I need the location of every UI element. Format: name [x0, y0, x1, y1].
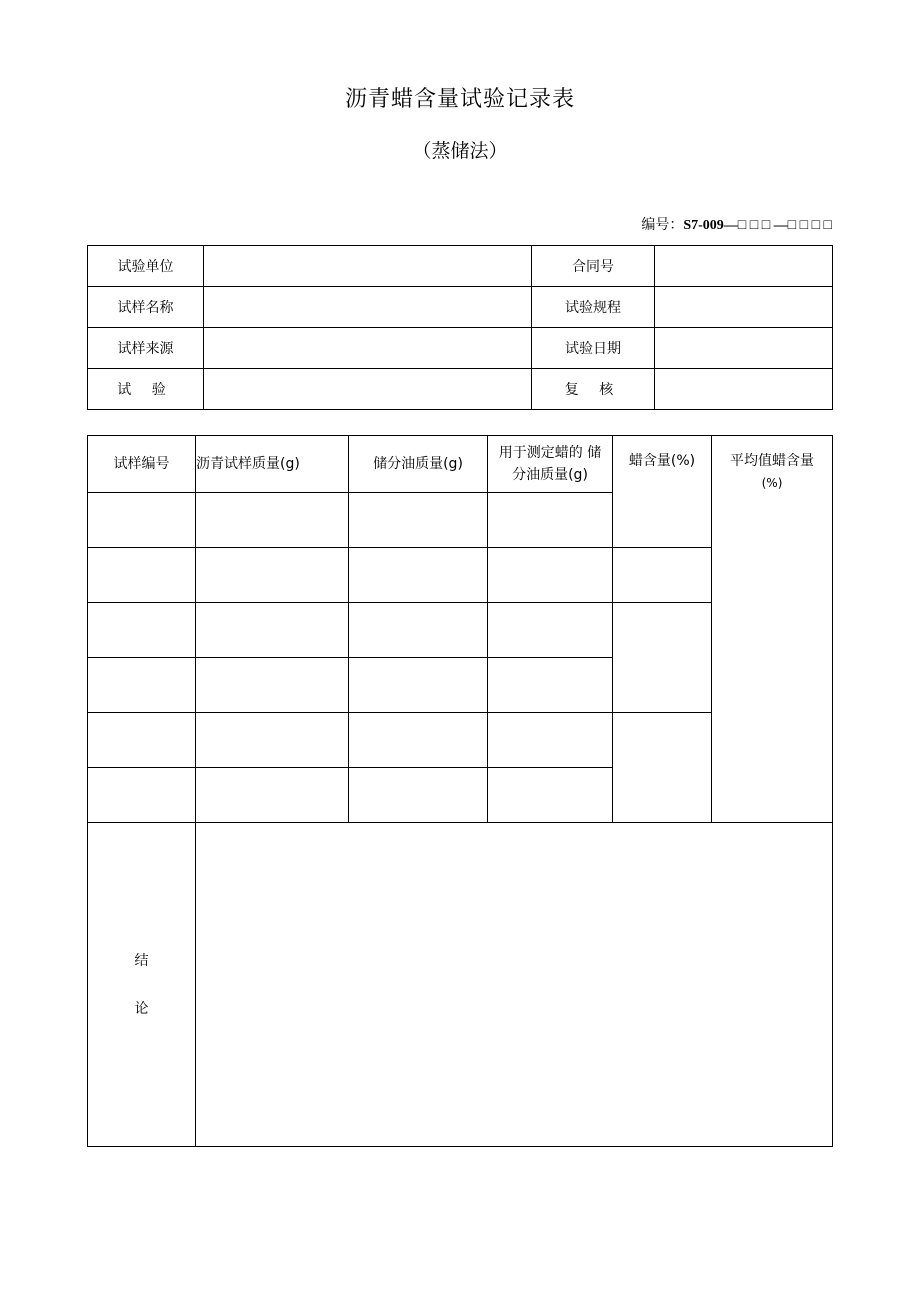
info-value-field[interactable]	[204, 287, 532, 328]
wax-content-field[interactable]	[613, 603, 712, 713]
info-value-field[interactable]	[204, 246, 532, 287]
distillate-for-wax-field[interactable]	[488, 548, 613, 603]
distillate-mass-field[interactable]	[349, 548, 488, 603]
header-avg-wax-content-line1: 平均值蜡含量	[730, 453, 814, 469]
asphalt-mass-field[interactable]	[196, 658, 349, 713]
sample-no-field[interactable]	[88, 493, 196, 548]
info-value-field[interactable]	[204, 369, 532, 410]
asphalt-mass-field[interactable]	[196, 603, 349, 658]
sample-no-field[interactable]	[88, 658, 196, 713]
sample-no-field[interactable]	[88, 713, 196, 768]
info-row	[88, 287, 833, 328]
distillate-for-wax-field[interactable]	[488, 493, 613, 548]
sample-no-field[interactable]	[88, 768, 196, 823]
info-table	[87, 245, 833, 410]
code-value: S7-009—□ □ □ —□ □ □ □	[683, 218, 832, 233]
header-sample-no: 试样编号	[88, 436, 196, 493]
info-label: 试验规程	[532, 287, 655, 328]
distillate-for-wax-field[interactable]	[488, 768, 613, 823]
info-label: 试验单位	[88, 246, 204, 287]
data-table	[87, 435, 833, 1147]
header-avg-wax-content	[712, 436, 833, 823]
wax-content-field[interactable]	[613, 548, 712, 603]
conclusion-label-line1: 结	[134, 952, 149, 969]
conclusion-label	[88, 823, 196, 1147]
asphalt-mass-field[interactable]	[196, 768, 349, 823]
info-label: 复 核	[532, 369, 655, 410]
distillate-mass-field[interactable]	[349, 713, 488, 768]
code-label: 编号：	[641, 217, 684, 233]
info-row	[88, 328, 833, 369]
header-distillate-for-wax	[488, 436, 613, 493]
distillate-mass-field[interactable]	[349, 768, 488, 823]
info-value-field[interactable]	[655, 328, 833, 369]
info-label: 试样名称	[88, 287, 204, 328]
info-row	[88, 246, 833, 287]
document-subtitle: （蒸储法）	[412, 140, 508, 162]
info-value-field[interactable]	[204, 328, 532, 369]
conclusion-label-line2: 论	[134, 1000, 149, 1017]
info-label: 试样来源	[88, 328, 204, 369]
document-code	[641, 214, 832, 234]
asphalt-mass-field[interactable]	[196, 713, 349, 768]
header-asphalt-mass: 沥青试样质量(g)	[196, 436, 349, 493]
info-label: 试验日期	[532, 328, 655, 369]
wax-content-field[interactable]	[613, 713, 712, 823]
document-title: 沥青蜡含量试验记录表	[344, 87, 575, 112]
info-label: 合同号	[532, 246, 655, 287]
conclusion-row	[88, 823, 833, 1147]
distillate-mass-field[interactable]	[349, 493, 488, 548]
info-label: 试 验	[88, 369, 204, 410]
distillate-mass-field[interactable]	[349, 603, 488, 658]
distillate-for-wax-field[interactable]	[488, 713, 613, 768]
header-row	[88, 436, 833, 493]
header-wax-content: 蜡含量(%)	[613, 436, 712, 548]
asphalt-mass-field[interactable]	[196, 548, 349, 603]
sample-no-field[interactable]	[88, 548, 196, 603]
header-distillate-for-wax-line2: 分油质量(g)	[512, 467, 588, 483]
sample-no-field[interactable]	[88, 603, 196, 658]
asphalt-mass-field[interactable]	[196, 493, 349, 548]
info-value-field[interactable]	[655, 369, 833, 410]
info-row	[88, 369, 833, 410]
header-avg-wax-content-line2: (%)	[761, 476, 783, 490]
header-distillate-mass: 储分油质量(g)	[349, 436, 488, 493]
conclusion-field[interactable]	[196, 823, 833, 1147]
header-distillate-for-wax-line1: 用于测定蜡的 储	[498, 445, 602, 461]
info-value-field[interactable]	[655, 246, 833, 287]
distillate-for-wax-field[interactable]	[488, 658, 613, 713]
distillate-for-wax-field[interactable]	[488, 603, 613, 658]
info-value-field[interactable]	[655, 287, 833, 328]
distillate-mass-field[interactable]	[349, 658, 488, 713]
